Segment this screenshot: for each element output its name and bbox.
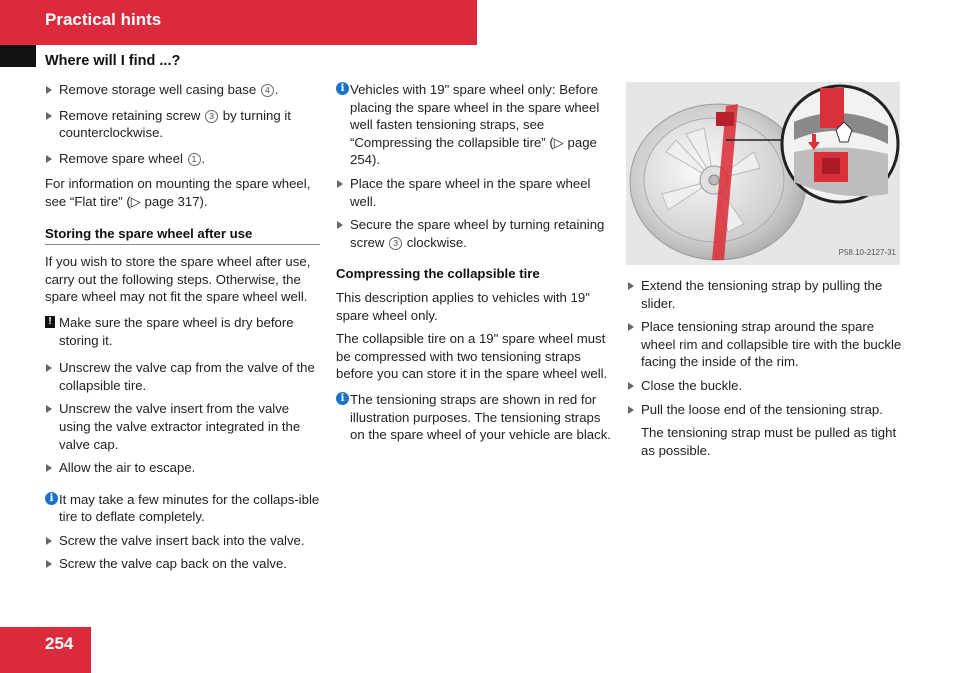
warning-note: ! Make sure the spare wheel is dry before storing it. (45, 314, 320, 349)
step-unscrew-insert: Unscrew the valve insert from the valve using the valve extractor integrated in the valve cap. (45, 400, 320, 453)
figure-reference: P58.10-2127-31 (838, 248, 896, 258)
column-3 (627, 277, 902, 459)
step-pull-strap: Pull the loose end of the tensioning strap. (627, 401, 902, 419)
step-place-wheel: Place the spare wheel in the spare wheel well. (336, 175, 612, 210)
step-remove-screw: Remove retaining screw 3 by turning it counterclockwise. (45, 107, 320, 142)
info-note-straps: i The tensioning straps are shown in red for illustration purposes. The tensioning straps on the spare wheel of your vehicle are black. (336, 391, 612, 444)
step-screw-insert: Screw the valve insert back into the valve. (45, 532, 320, 550)
tensioning-strap-illustration (626, 82, 900, 265)
info-note-deflate: i It may take a few minutes for the collaps-ible tire to deflate completely. (45, 491, 320, 526)
compress-applies: This description applies to vehicles with 19" spare wheel only. (336, 289, 590, 323)
step-secure-wheel: Secure the spare wheel by turning retaining screw 3 clockwise. (336, 216, 612, 251)
section-title: Where will I find ...? (45, 53, 181, 69)
subheading-compressing: Compressing the collapsible tire (336, 266, 540, 282)
step-close-buckle: Close the buckle. (627, 377, 902, 395)
wheel-strap-drawing (626, 82, 900, 265)
column-1 (45, 81, 320, 573)
strap-tight-note: The tensioning strap must be pulled as tight as possible. (641, 425, 897, 458)
warning-icon: ! (45, 316, 55, 328)
callout-3-icon: 3 (205, 110, 218, 123)
flat-tire-reference: For information on mounting the spare wheel, see “Flat tire” (▷ page 317). (45, 176, 311, 209)
step-release-air: Allow the air to escape. (45, 459, 320, 477)
step-remove-wheel: Remove spare wheel 1 . (45, 150, 320, 168)
info-note-19inch: i Vehicles with 19" spare wheel only: Before placing the spare wheel in the spare wheel well fasten tensioning straps, see “Compressing the collapsible tire” (▷ page 254). (336, 81, 612, 169)
info-icon: i (336, 82, 349, 95)
storing-intro: If you wish to store the spare wheel after use, carry out the following steps. Otherwise, the spare wheel may not fit the spare wheel well. (45, 254, 311, 305)
page-number-box (0, 627, 91, 673)
column-2 (336, 81, 612, 444)
step-screw-cap: Screw the valve cap back on the valve. (45, 555, 320, 573)
page-number: 254 (45, 634, 74, 653)
info-icon: i (45, 492, 58, 505)
compress-description: The collapsible tire on a 19" spare wheel must be compressed with two tensioning straps before you can store it in the spare wheel well. (336, 331, 608, 382)
callout-4-icon: 4 (261, 84, 274, 97)
info-icon: i (336, 392, 349, 405)
step-place-strap: Place tensioning strap around the spare wheel rim and collapsible tire with the buckle facing the inside of the rim. (627, 318, 902, 371)
section-marker (0, 45, 36, 67)
step-unscrew-cap: Unscrew the valve cap from the valve of the collapsible tire. (45, 359, 320, 394)
subheading-storing: Storing the spare wheel after use (45, 225, 320, 246)
step-extend-strap: Extend the tensioning strap by pulling the slider. (627, 277, 902, 312)
header-bar (0, 0, 477, 45)
step-remove-casing: Remove storage well casing base 4 . (45, 81, 320, 99)
header-title: Practical hints (45, 10, 162, 29)
callout-3-icon: 3 (389, 237, 402, 250)
callout-1-icon: 1 (188, 153, 201, 166)
